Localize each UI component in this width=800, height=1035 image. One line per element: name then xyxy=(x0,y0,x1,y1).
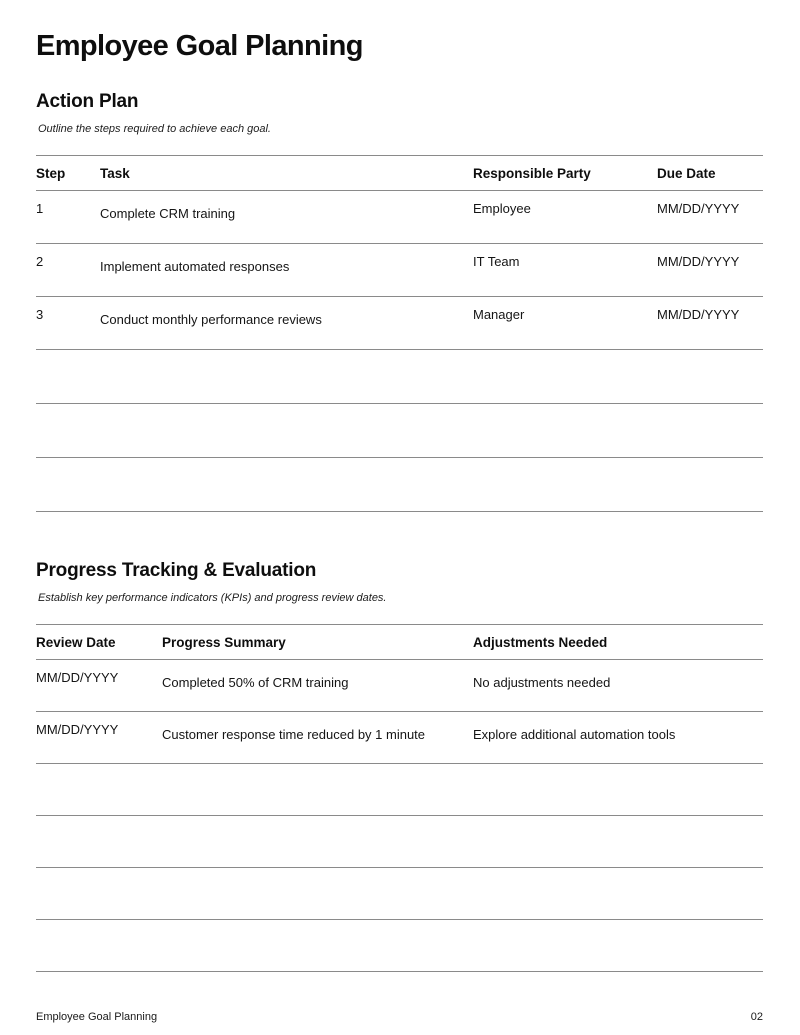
page-title: Employee Goal Planning xyxy=(36,30,363,62)
column-header-responsible-party: Responsible Party xyxy=(473,166,591,181)
cell-adjustments-needed: No adjustments needed xyxy=(473,675,611,690)
column-header-due-date: Due Date xyxy=(657,166,716,181)
column-header-review-date: Review Date xyxy=(36,635,116,650)
progress-tracking-heading: Progress Tracking & Evaluation xyxy=(36,560,317,581)
column-header-step: Step xyxy=(36,166,66,181)
cell-due-date: MM/DD/YYYY xyxy=(657,307,740,322)
footer-title: Employee Goal Planning xyxy=(36,1011,158,1023)
progress-tracking-section xyxy=(36,560,763,972)
cell-review-date: MM/DD/YYYY xyxy=(36,722,119,737)
progress-tracking-table xyxy=(36,624,763,972)
cell-step: 1 xyxy=(36,201,44,216)
column-header-task: Task xyxy=(100,166,130,181)
action-plan-header-row xyxy=(36,155,763,190)
action-plan-section xyxy=(36,91,763,512)
column-header-progress-summary: Progress Summary xyxy=(162,635,286,650)
table-row xyxy=(36,296,763,349)
cell-step: 3 xyxy=(36,307,44,322)
table-row xyxy=(36,190,763,243)
cell-step: 2 xyxy=(36,254,44,269)
cell-due-date: MM/DD/YYYY xyxy=(657,201,740,216)
progress-tracking-subtitle: Establish key performance indicators (KPIs) and progress review dates. xyxy=(38,592,387,604)
action-plan-table xyxy=(36,155,763,512)
cell-progress-summary: Customer response time reduced by 1 minute xyxy=(162,727,426,742)
progress-tracking-header-row xyxy=(36,624,763,659)
empty-table-row xyxy=(36,815,763,867)
page-number: 02 xyxy=(750,1011,763,1023)
empty-table-row xyxy=(36,349,763,403)
table-row xyxy=(36,659,763,711)
empty-table-row xyxy=(36,919,763,971)
cell-task: Complete CRM training xyxy=(100,206,236,221)
cell-responsible-party: Employee xyxy=(473,201,531,216)
cell-adjustments-needed: Explore additional automation tools xyxy=(473,727,676,742)
table-row xyxy=(36,243,763,296)
page-footer xyxy=(36,1011,763,1023)
cell-review-date: MM/DD/YYYY xyxy=(36,670,119,685)
cell-progress-summary: Completed 50% of CRM training xyxy=(162,675,349,690)
column-header-adjustments-needed: Adjustments Needed xyxy=(473,635,608,650)
action-plan-subtitle: Outline the steps required to achieve each goal. xyxy=(38,123,271,135)
cell-responsible-party: Manager xyxy=(473,307,525,322)
empty-table-row xyxy=(36,457,763,511)
action-plan-heading: Action Plan xyxy=(36,91,139,112)
cell-task: Implement automated responses xyxy=(100,259,290,274)
table-row xyxy=(36,711,763,763)
cell-due-date: MM/DD/YYYY xyxy=(657,254,740,269)
empty-table-row xyxy=(36,763,763,815)
empty-table-row xyxy=(36,867,763,919)
cell-task: Conduct monthly performance reviews xyxy=(100,312,322,327)
empty-table-row xyxy=(36,403,763,457)
cell-responsible-party: IT Team xyxy=(473,254,520,269)
